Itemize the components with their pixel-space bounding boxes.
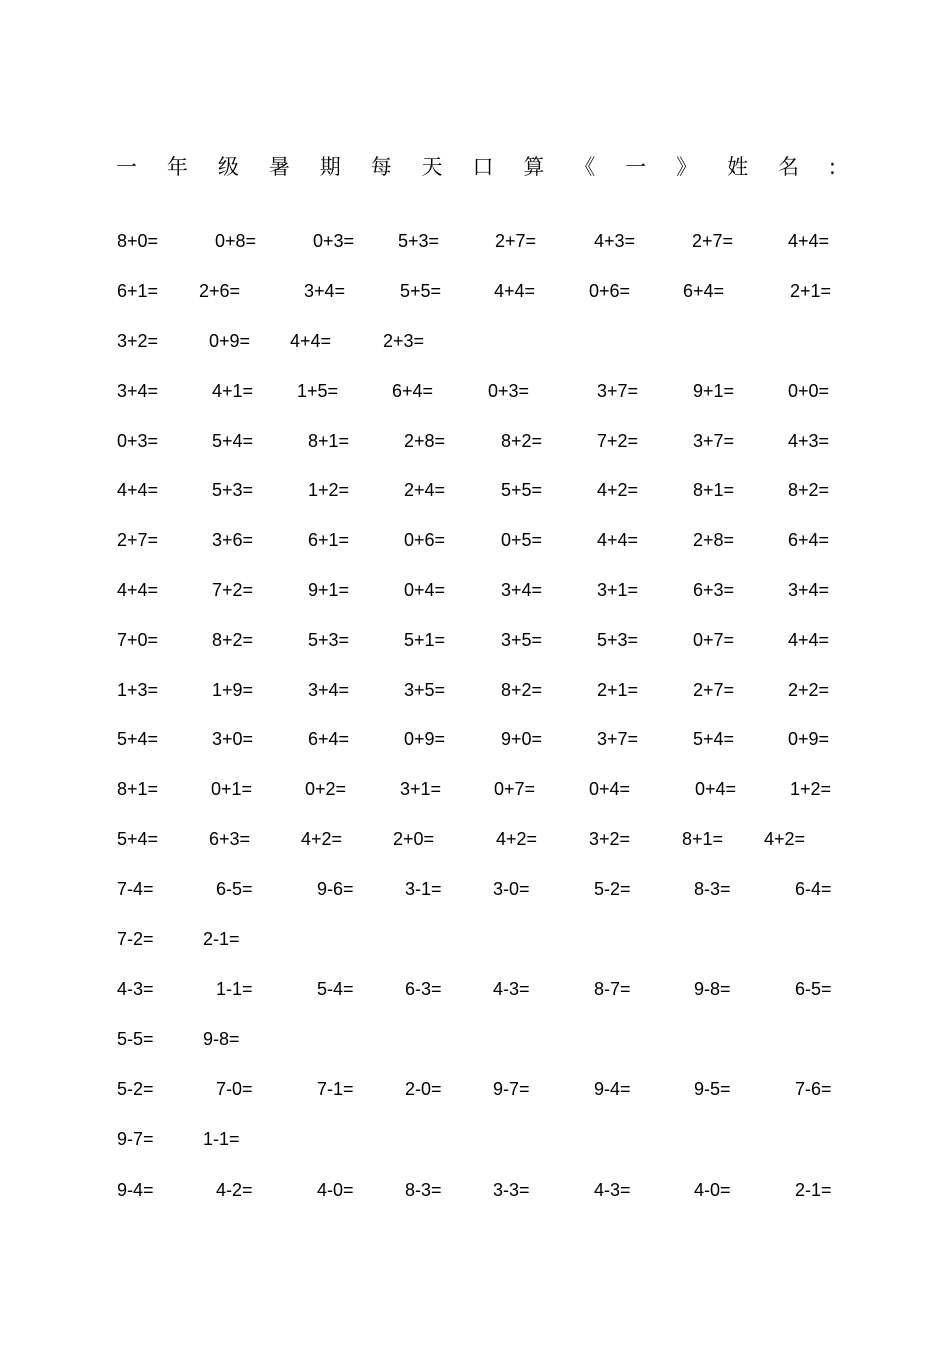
arithmetic-problem: 4-0= [317,1180,354,1200]
arithmetic-problem: 9-7= [117,1129,154,1149]
arithmetic-problem: 2+3= [383,331,425,351]
arithmetic-problem: 4+1= [212,381,254,401]
name-label-char: 姓 [727,155,749,179]
arithmetic-problem: 1+3= [117,680,159,700]
arithmetic-problem: 9+0= [501,729,543,749]
arithmetic-problem: 5-4= [317,979,354,999]
arithmetic-problem: 0+3= [313,231,355,251]
arithmetic-problem: 8+1= [682,829,724,849]
arithmetic-problem: 6-4= [795,879,832,899]
arithmetic-problem: 0+4= [589,779,631,799]
arithmetic-problem: 3+2= [117,331,159,351]
arithmetic-problem: 6-5= [795,979,832,999]
problem-row [0,977,950,1001]
arithmetic-problem: 3-1= [405,879,442,899]
arithmetic-problem: 1+2= [790,779,832,799]
arithmetic-problem: 4-3= [493,979,530,999]
title-char: 年 [166,155,188,179]
title-char: 天 [421,155,443,179]
problem-row [0,628,950,652]
arithmetic-problem: 0+3= [488,381,530,401]
arithmetic-problem: 3+7= [693,431,735,451]
arithmetic-problem: 7-6= [795,1079,832,1099]
title-char: 口 [472,155,494,179]
arithmetic-problem: 0+7= [693,630,735,650]
arithmetic-problem: 5+3= [212,480,254,500]
arithmetic-problem: 0+8= [215,231,257,251]
arithmetic-problem: 2-0= [405,1079,442,1099]
arithmetic-problem: 3+4= [788,580,830,600]
arithmetic-problem: 5+3= [597,630,639,650]
arithmetic-problem: 3+7= [597,381,639,401]
problem-row [0,827,950,851]
problem-row [0,329,950,353]
problem-row [0,777,950,801]
arithmetic-problem: 7+0= [117,630,159,650]
arithmetic-problem: 2+4= [404,480,446,500]
arithmetic-problem: 4+3= [788,431,830,451]
name-label-colon: : [828,155,836,179]
arithmetic-problem: 5+3= [398,231,440,251]
problem-row [0,927,950,951]
arithmetic-problem: 5+4= [693,729,735,749]
arithmetic-problem: 8+2= [788,480,830,500]
arithmetic-problem: 1-1= [216,979,253,999]
arithmetic-problem: 1+9= [212,680,254,700]
arithmetic-problem: 8+1= [308,431,350,451]
arithmetic-problem: 8+0= [117,231,159,251]
arithmetic-problem: 4+3= [594,231,636,251]
arithmetic-problem: 0+9= [209,331,251,351]
arithmetic-problem: 5-2= [594,879,631,899]
arithmetic-problem: 3+4= [308,680,350,700]
arithmetic-problem: 2+0= [393,829,435,849]
arithmetic-problem: 8+2= [212,630,254,650]
arithmetic-problem: 5-2= [117,1079,154,1099]
problem-row [0,229,950,253]
arithmetic-problem: 2+7= [693,680,735,700]
arithmetic-problem: 3+1= [597,580,639,600]
arithmetic-problem: 0+0= [788,381,830,401]
arithmetic-problem: 0+6= [404,530,446,550]
problem-row [0,877,950,901]
arithmetic-problem: 5-5= [117,1029,154,1049]
arithmetic-problem: 2+7= [117,530,159,550]
arithmetic-problem: 4+4= [117,480,159,500]
arithmetic-problem: 6+3= [693,580,735,600]
problem-row [0,528,950,552]
arithmetic-problem: 3+4= [304,281,346,301]
arithmetic-problem: 4-0= [694,1180,731,1200]
arithmetic-problem: 8+1= [117,779,159,799]
arithmetic-problem: 5+4= [117,829,159,849]
title-char: 每 [370,155,392,179]
arithmetic-problem: 9-5= [694,1079,731,1099]
problem-row [0,1027,950,1051]
arithmetic-problem: 2+1= [790,281,832,301]
arithmetic-problem: 0+5= [501,530,543,550]
arithmetic-problem: 0+6= [589,281,631,301]
arithmetic-problem: 7-4= [117,879,154,899]
problem-row [0,478,950,502]
problem-row [0,578,950,602]
arithmetic-problem: 9-8= [203,1029,240,1049]
arithmetic-problem: 2+6= [199,281,241,301]
arithmetic-problem: 4+2= [597,480,639,500]
problem-row [0,1178,950,1202]
arithmetic-problem: 5+5= [501,480,543,500]
problem-row [0,727,950,751]
arithmetic-problem: 5+4= [117,729,159,749]
arithmetic-problem: 9-4= [594,1079,631,1099]
arithmetic-problem: 0+9= [788,729,830,749]
title-char: 》 [676,155,698,179]
arithmetic-problem: 8+1= [693,480,735,500]
arithmetic-problem: 4+2= [496,829,538,849]
arithmetic-problem: 8-3= [694,879,731,899]
arithmetic-problem: 6+1= [117,281,159,301]
arithmetic-problem: 4-2= [216,1180,253,1200]
arithmetic-problem: 3+4= [501,580,543,600]
arithmetic-problem: 6+1= [308,530,350,550]
arithmetic-problem: 0+4= [404,580,446,600]
arithmetic-problem: 4+4= [597,530,639,550]
arithmetic-problem: 8-3= [405,1180,442,1200]
arithmetic-problem: 2-1= [795,1180,832,1200]
arithmetic-problem: 2+1= [597,680,639,700]
arithmetic-problem: 0+3= [117,431,159,451]
title-char: 期 [319,155,341,179]
arithmetic-problem: 6+4= [788,530,830,550]
arithmetic-problem: 4+4= [788,231,830,251]
title-char: 暑 [268,155,290,179]
arithmetic-problem: 3+1= [400,779,442,799]
arithmetic-problem: 5+4= [212,431,254,451]
problem-row [0,678,950,702]
arithmetic-problem: 2-1= [203,929,240,949]
arithmetic-problem: 3-3= [493,1180,530,1200]
problem-row [0,1077,950,1101]
arithmetic-problem: 3+5= [501,630,543,650]
arithmetic-problem: 8+2= [501,680,543,700]
problem-row [0,429,950,453]
arithmetic-problem: 4+4= [117,580,159,600]
arithmetic-problem: 6+3= [209,829,251,849]
arithmetic-problem: 3+4= [117,381,159,401]
arithmetic-problem: 0+9= [404,729,446,749]
arithmetic-problem: 7-1= [317,1079,354,1099]
arithmetic-problem: 9-4= [117,1180,154,1200]
arithmetic-problem: 4+4= [290,331,332,351]
arithmetic-problem: 7+2= [212,580,254,600]
arithmetic-problem: 2+8= [693,530,735,550]
arithmetic-problem: 9-7= [493,1079,530,1099]
arithmetic-problem: 4+2= [764,829,806,849]
title-char: 算 [523,155,545,179]
arithmetic-problem: 8-7= [594,979,631,999]
arithmetic-problem: 9+1= [693,381,735,401]
arithmetic-problem: 7-2= [117,929,154,949]
arithmetic-problem: 2+7= [495,231,537,251]
arithmetic-problem: 0+1= [211,779,253,799]
arithmetic-problem: 4+4= [494,281,536,301]
problem-row [0,279,950,303]
arithmetic-problem: 9-8= [694,979,731,999]
problem-row [0,379,950,403]
arithmetic-problem: 5+3= [308,630,350,650]
arithmetic-problem: 0+4= [695,779,737,799]
arithmetic-problem: 9+1= [308,580,350,600]
arithmetic-problem: 4+2= [301,829,343,849]
arithmetic-problem: 4-3= [594,1180,631,1200]
arithmetic-problem: 2+2= [788,680,830,700]
arithmetic-problem: 3+0= [212,729,254,749]
arithmetic-problem: 9-6= [317,879,354,899]
arithmetic-problem: 4+4= [788,630,830,650]
arithmetic-problem: 0+2= [305,779,347,799]
title-char: 一 [116,155,137,179]
arithmetic-problem: 3+6= [212,530,254,550]
arithmetic-problem: 6-3= [405,979,442,999]
arithmetic-problem: 4-3= [117,979,154,999]
arithmetic-problem: 1+2= [308,480,350,500]
arithmetic-problem: 3-0= [493,879,530,899]
arithmetic-problem: 8+2= [501,431,543,451]
arithmetic-problem: 6+4= [392,381,434,401]
arithmetic-problem: 2+8= [404,431,446,451]
problem-row [0,1127,950,1151]
title-char: 级 [217,155,239,179]
arithmetic-problem: 6+4= [683,281,725,301]
arithmetic-problem: 1-1= [203,1129,240,1149]
arithmetic-problem: 0+7= [494,779,536,799]
arithmetic-problem: 6-5= [216,879,253,899]
arithmetic-problem: 5+5= [400,281,442,301]
arithmetic-problem: 7-0= [216,1079,253,1099]
arithmetic-problem: 3+5= [404,680,446,700]
arithmetic-problem: 1+5= [297,381,339,401]
arithmetic-problem: 7+2= [597,431,639,451]
name-label-char: 名 [777,155,799,179]
arithmetic-problem: 5+1= [404,630,446,650]
arithmetic-problem: 3+7= [597,729,639,749]
arithmetic-problem: 3+2= [589,829,631,849]
arithmetic-problem: 6+4= [308,729,350,749]
arithmetic-problem: 2+7= [692,231,734,251]
title-char: 一 [625,155,647,179]
title-char: 《 [574,155,596,179]
